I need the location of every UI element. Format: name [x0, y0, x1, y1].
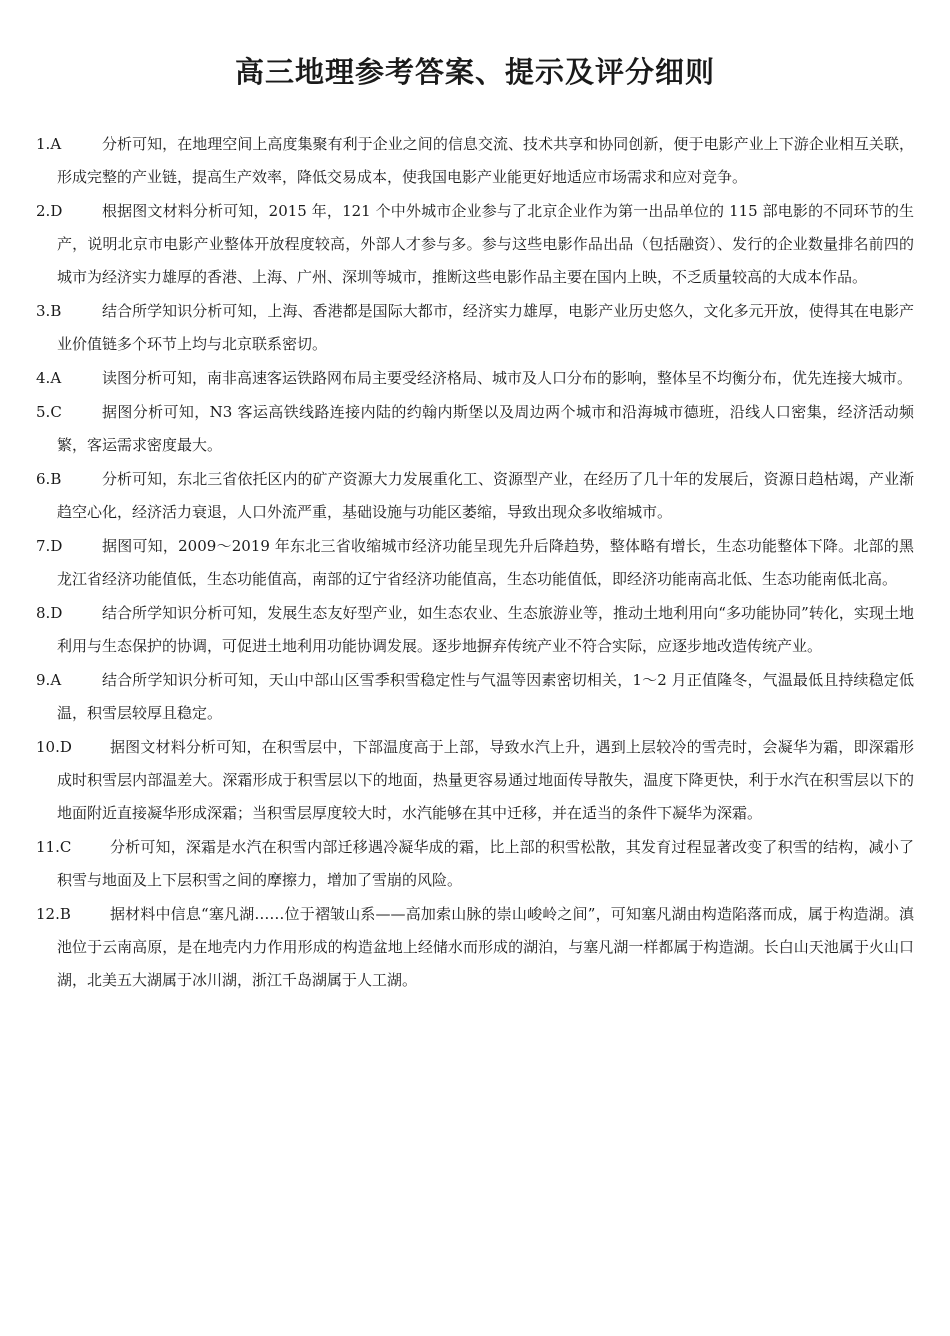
answer-label [36, 831, 81, 864]
answer-item-11 [0, 831, 950, 897]
answer-text: 据图文材料分析可知，在积雪层中，下部温度高于上部，导致水汽上升，遇到上层较冷的雪壳时，会凝华为霜，即深霜形成时积雪层内部温差大。深霜形成于积雪层以下的地面，热量更容易通过地面传导散失，温度下降更快，利于水汽在积雪层以下的地面附近直接凝华形成深霜；当积雪层厚度较大时，水汽能够在其中迁移，并在适当的条件下凝华为深霜。 [57, 738, 914, 822]
answer-choice: C [59, 838, 72, 856]
answer-number: 5. [36, 403, 51, 421]
answer-label [36, 195, 76, 228]
answer-label [36, 898, 81, 931]
answer-item-4 [0, 362, 950, 395]
answer-text: 分析可知，深霜是水汽在积雪内部迁移遇冷凝华成的霜，比上部的积雪松散，其发育过程显著改变了积雪的结构，减小了积雪与地面及上下层积雪之间的摩擦力，增加了雪崩的风险。 [57, 838, 914, 889]
answer-label [36, 664, 75, 697]
answer-choice: D [59, 738, 72, 756]
answer-text: 分析可知，东北三省依托区内的矿产资源大力发展重化工、资源型产业，在经历了几十年的发展后，资源日趋枯竭，产业渐趋空心化，经济活力衰退，人口外流严重，基础设施与功能区萎缩，导致出现众多收缩城市。 [57, 470, 914, 521]
answer-label [36, 362, 75, 395]
answer-label [36, 128, 75, 161]
answer-number: 10. [36, 738, 60, 756]
answer-label [36, 597, 76, 630]
answer-item-8 [0, 597, 950, 663]
answer-item-10 [0, 731, 950, 830]
answer-number: 6. [36, 470, 51, 488]
answer-label [36, 530, 76, 563]
page-title: 高三地理参考答案、提示及评分细则 [234, 55, 715, 89]
answer-item-5 [0, 396, 950, 462]
answer-choice: B [50, 470, 62, 488]
answer-item-2 [0, 195, 950, 294]
answer-label [36, 731, 82, 764]
answer-number: 4. [36, 369, 51, 387]
answer-text: 结合所学知识分析可知，上海、香港都是国际大都市，经济实力雄厚，电影产业历史悠久，文化多元开放，使得其在电影产业价值链多个环节上均与北京联系密切。 [57, 302, 914, 353]
answer-item-7 [0, 530, 950, 596]
answer-text: 据图分析可知，N3 客运高铁线路连接内陆的约翰内斯堡以及周边两个城市和沿海城市德班，沿线人口密集，经济活动频繁，客运需求密度最大。 [57, 403, 914, 454]
answer-choice: B [59, 905, 71, 923]
answer-choice: B [50, 302, 62, 320]
answer-item-1 [0, 128, 950, 194]
answer-item-6 [0, 463, 950, 529]
answer-text: 根据图文材料分析可知，2015 年，121 个中外城市企业参与了北京企业作为第一出品单位的 115 部电影的不同环节的生产，说明北京市电影产业整体开放程度较高，外部人才参与多。参与这些电影作品出品（包括融资）、发行的企业数量排名前四的城市为经济实力雄厚的香港、上海、广州、深圳等城市，推断这些电影作品主要在国内上映，不乏质量较高的大成本作品。 [57, 202, 914, 286]
answer-label [36, 396, 76, 429]
answer-label [36, 295, 75, 328]
answer-choice: D [50, 537, 63, 555]
answer-number: 9. [36, 671, 51, 689]
answer-list [0, 128, 950, 998]
answer-number: 1. [36, 135, 51, 153]
answer-text: 据材料中信息“塞凡湖……位于褶皱山系——高加索山脉的崇山峻岭之间”，可知塞凡湖由构造陷落而成，属于构造湖。滇池位于云南高原，是在地壳内力作用形成的构造盆地上经储水而形成的湖泊，与塞凡湖一样都属于构造湖。长白山天池属于火山口湖，北美五大湖属于冰川湖，浙江千岛湖属于人工湖。 [57, 905, 914, 989]
answer-number: 7. [36, 537, 51, 555]
answer-choice: A [50, 671, 62, 689]
answer-number: 12. [36, 905, 60, 923]
answer-item-9 [0, 664, 950, 730]
answer-text: 分析可知，在地理空间上高度集聚有利于企业之间的信息交流、技术共享和协同创新，便于电影产业上下游企业相互关联，形成完整的产业链，提高生产效率，降低交易成本，使我国电影产业能更好地适应市场需求和应对竞争。 [57, 135, 914, 186]
answer-text: 据图可知，2009～2019 年东北三省收缩城市经济功能呈现先升后降趋势，整体略有增长，生态功能整体下降。北部的黑龙江省经济功能值低，生态功能值高，南部的辽宁省经济功能值高，生态功能值低，即经济功能南高北低、生态功能南低北高。 [57, 537, 914, 588]
answer-label [36, 463, 75, 496]
answer-text: 结合所学知识分析可知，天山中部山区雪季积雪稳定性与气温等因素密切相关，1～2 月正值隆冬，气温最低且持续稳定低温，积雪层较厚且稳定。 [57, 671, 914, 722]
answer-choice: D [50, 604, 63, 622]
answer-number: 11. [36, 838, 60, 856]
answer-text: 读图分析可知，南非高速客运铁路网布局主要受经济格局、城市及人口分布的影响，整体呈不均衡分布，优先连接大城市。 [102, 369, 913, 387]
answer-choice: A [50, 369, 62, 387]
answer-number: 2. [36, 202, 51, 220]
answer-choice: D [50, 202, 63, 220]
answer-choice: C [50, 403, 62, 421]
answer-item-12 [0, 898, 950, 997]
answer-choice: A [50, 135, 62, 153]
answer-text: 结合所学知识分析可知，发展生态友好型产业，如生态农业、生态旅游业等，推动土地利用向“多功能协同”转化，实现土地利用与生态保护的协调，可促进土地利用功能协调发展。逐步地摒弃传统产业不符合实际，应逐步地改造传统产业。 [57, 604, 914, 655]
answer-number: 8. [36, 604, 51, 622]
answer-item-3 [0, 295, 950, 361]
answer-number: 3. [36, 302, 51, 320]
